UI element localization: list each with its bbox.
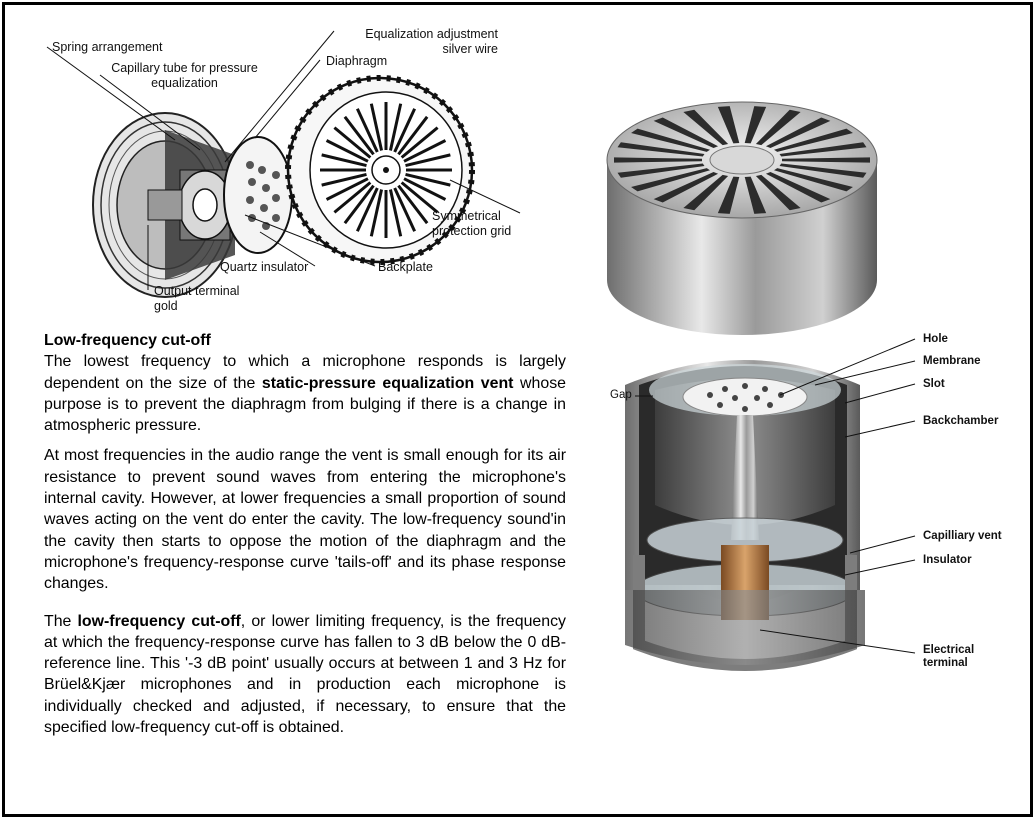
label-quartz-insulator: Quartz insulator bbox=[220, 260, 309, 274]
text-run: The lowest frequency to which a microphone responds is largely dependent on the size of the bbox=[44, 353, 566, 392]
exploded-view-diagram bbox=[30, 20, 550, 320]
cutaway-photo bbox=[595, 85, 1020, 695]
section-heading: Low-frequency cut-off bbox=[44, 332, 211, 349]
label-membrane: Membrane bbox=[923, 355, 981, 367]
label-backchamber: Backchamber bbox=[923, 415, 999, 427]
label-output-terminal: Output terminal gold bbox=[154, 284, 240, 313]
paragraph-2 bbox=[44, 445, 566, 594]
label-diaphragm: Diaphragm bbox=[326, 54, 388, 68]
article-text bbox=[44, 330, 566, 738]
label-spring-arrangement: Spring arrangement bbox=[52, 40, 163, 54]
label-electrical-terminal: Electrical terminal bbox=[923, 644, 975, 669]
text-run: , or lower limiting frequency, is the frequency at which the frequency-response curve has fallen to 3 dB below the 0 dB-reference line. This '-3 dB point' usually occurs at between 1 and 3 Hz for Brüel&Kjær microphones and in production each microphone is individually checked and adjusted, if necessary, to ensure that the specified low-frequency cut-off is obtained. bbox=[44, 612, 566, 737]
paragraph-1 bbox=[44, 351, 566, 436]
label-insulator: Insulator bbox=[923, 554, 972, 566]
text-run: At most frequencies in the audio range the vent is small enough for its air resistance to prevent sound waves from entering the microphone's internal cavity. However, at lower frequencies a small proportion of sound waves acting on the vent do enter the cavity. The low-frequency sound'in the cavity then starts to oppose the motion of the diaphragm and the microphone's frequency-response curve 'tails-off' and its phase response changes. bbox=[44, 447, 566, 593]
label-hole: Hole bbox=[923, 333, 948, 345]
label-capillary-tube: Capillary tube for pressure equalization bbox=[111, 61, 258, 90]
text-run: The bbox=[44, 612, 78, 630]
label-protection-grid: Symmetrical protection grid bbox=[432, 209, 512, 238]
paragraph-3 bbox=[44, 611, 566, 739]
text-run: whose purpose is to prevent the diaphragm from bulging if there is a change in atmospheric pressure. bbox=[44, 374, 566, 435]
cutaway-photo-diagram bbox=[595, 85, 1020, 695]
label-capillary-vent: Capilliary vent bbox=[923, 530, 1002, 542]
label-gap: Gap bbox=[610, 389, 632, 401]
label-equalization-wire: Equalization adjustment silver wire bbox=[365, 27, 498, 56]
label-backplate: Backplate bbox=[378, 260, 433, 274]
bold-term: low-frequency cut-off bbox=[77, 612, 241, 630]
bold-term: static-pressure equalization vent bbox=[261, 374, 514, 392]
label-slot: Slot bbox=[923, 378, 945, 390]
